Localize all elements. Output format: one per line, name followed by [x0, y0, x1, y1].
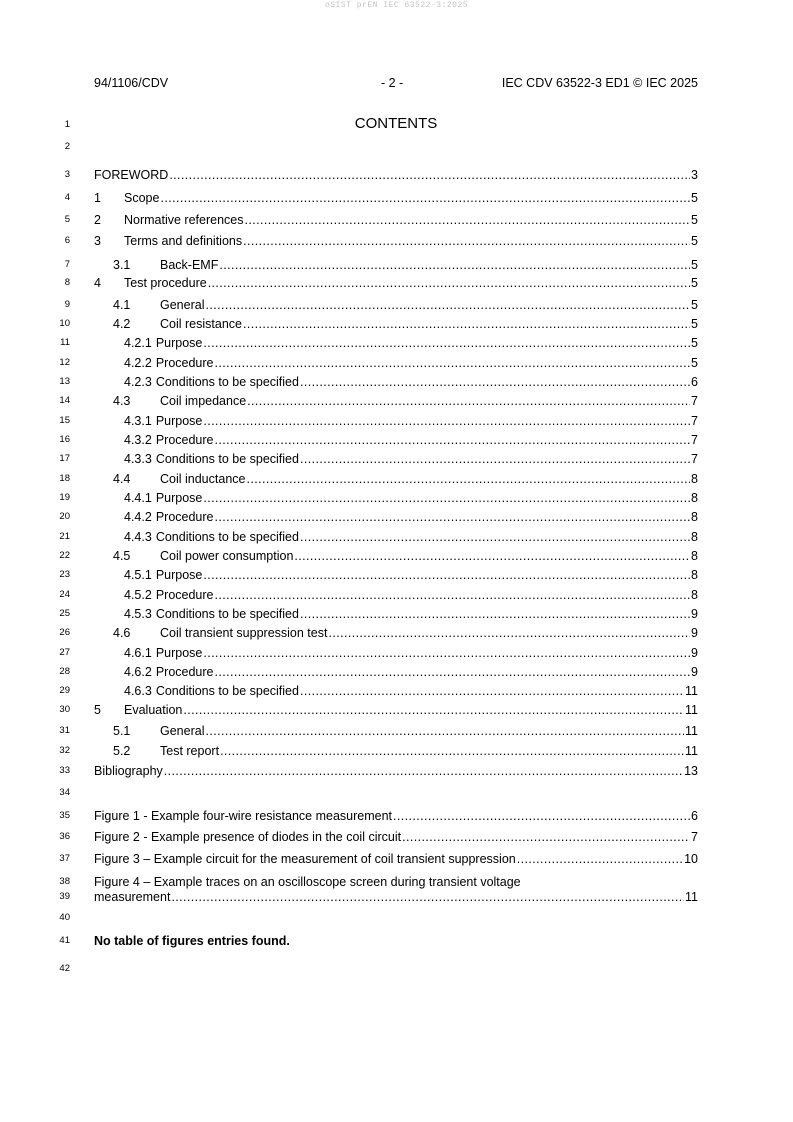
toc-entry-page: 5: [691, 317, 698, 331]
dot-leader: [205, 723, 684, 739]
line-number: 7: [64, 259, 70, 270]
toc-entry-page: 9: [691, 665, 698, 679]
toc-entry[interactable]: [94, 297, 698, 313]
toc-entry[interactable]: [94, 702, 698, 718]
dot-leader: [402, 829, 690, 845]
line-number: 19: [59, 492, 70, 503]
toc-entry-number: 4.2.1: [124, 336, 152, 350]
line-number: 1: [64, 119, 70, 130]
dot-leader: [215, 664, 691, 680]
dot-leader: [205, 297, 690, 313]
dot-leader: [164, 763, 683, 779]
toc-entry-title: Conditions to be specified: [155, 452, 299, 466]
toc-entry-title: Back-EMF: [160, 258, 219, 272]
dot-leader: [203, 335, 690, 351]
dot-leader: [294, 548, 690, 564]
line-number: 35: [59, 810, 70, 821]
toc-entry[interactable]: [94, 432, 698, 448]
toc-entry-title: Coil resistance: [160, 317, 242, 331]
line-number: 5: [64, 214, 70, 225]
toc-entry-page: 9: [691, 607, 698, 621]
line-number: 9: [64, 299, 70, 310]
line-number: 27: [59, 647, 70, 658]
toc-entry-title: Coil impedance: [160, 394, 247, 408]
line-number: 28: [59, 666, 70, 677]
line-number: 29: [59, 685, 70, 696]
toc-entry[interactable]: [94, 190, 698, 206]
dot-leader: [171, 889, 684, 905]
line-number: 23: [59, 569, 70, 580]
figure-entry-title-line: Figure 4 – Example traces on an oscilloscope screen during transient voltage: [94, 875, 521, 889]
toc-entry-page: 7: [691, 414, 698, 428]
figure-entry-page: 6: [691, 809, 698, 823]
toc-entry-title: Terms and definitions: [124, 234, 243, 248]
toc-entry-number: 3.1: [113, 258, 131, 272]
toc-entry[interactable]: [94, 451, 698, 467]
page-number: - 2 -: [381, 76, 404, 90]
toc-entry-page: 6: [691, 375, 698, 389]
toc-entry-number: 5.2: [113, 744, 131, 758]
document-reference: 94/1106/CDV: [94, 76, 169, 90]
toc-entry[interactable]: [94, 625, 698, 641]
toc-entry[interactable]: [94, 606, 698, 622]
toc-entry-page: 9: [691, 626, 698, 640]
toc-entry-title: Procedure: [155, 510, 214, 524]
toc-entry-title: Test procedure: [124, 276, 207, 290]
toc-entry-title: Coil inductance: [160, 472, 246, 486]
toc-entry-page: 11: [685, 703, 698, 717]
dot-leader: [160, 190, 690, 206]
dot-leader: [246, 471, 690, 487]
line-number: 10: [59, 318, 70, 329]
figure-entry[interactable]: [94, 808, 698, 824]
line-number: 12: [59, 357, 70, 368]
toc-entry-title: Conditions to be specified: [155, 607, 299, 621]
dot-leader: [247, 393, 690, 409]
toc-entry[interactable]: [94, 233, 698, 249]
toc-entry-number: 4.4.3: [124, 530, 152, 544]
dot-leader: [328, 625, 690, 641]
toc-entry-number: 4.4: [113, 472, 131, 486]
line-number: 36: [59, 831, 70, 842]
toc-entry-page: 7: [691, 433, 698, 447]
toc-entry[interactable]: [94, 683, 698, 699]
standard-reference: IEC CDV 63522-3 ED1 © IEC 2025: [501, 76, 698, 90]
dot-leader: [300, 451, 690, 467]
toc-entry-number: 5: [94, 703, 101, 717]
line-number: 26: [59, 627, 70, 638]
line-number: 25: [59, 608, 70, 619]
toc-entry-number: 4.2: [113, 317, 131, 331]
toc-entry-page: 8: [691, 568, 698, 582]
toc-entry-page: 8: [691, 530, 698, 544]
line-number: 38: [59, 876, 70, 887]
toc-entry[interactable]: [94, 355, 698, 371]
toc-entry-number: 1: [94, 191, 101, 205]
line-number: 20: [59, 511, 70, 522]
line-number: 17: [59, 453, 70, 464]
toc-entry-page: 9: [691, 646, 698, 660]
dot-leader: [393, 808, 690, 824]
toc-entry[interactable]: [94, 509, 698, 525]
toc-entry-number: 4.2.2: [124, 356, 152, 370]
toc-entry[interactable]: [94, 275, 698, 291]
page-header: [94, 76, 698, 92]
toc-entry-page: 7: [691, 452, 698, 466]
toc-entry-title: Normative references: [124, 213, 244, 227]
toc-entry[interactable]: [94, 335, 698, 351]
line-number: 30: [59, 704, 70, 715]
toc-entry-title: Coil power consumption: [160, 549, 294, 563]
toc-entry[interactable]: [94, 257, 698, 273]
toc-entry[interactable]: [94, 723, 698, 739]
line-number: 32: [59, 745, 70, 756]
toc-entry-page: 8: [691, 510, 698, 524]
toc-entry-title: General: [160, 724, 205, 738]
toc-entry-page: 8: [691, 549, 698, 563]
dot-leader: [243, 233, 690, 249]
line-number: 42: [59, 963, 70, 974]
toc-entry[interactable]: [94, 316, 698, 332]
line-number: 14: [59, 395, 70, 406]
toc-entry-number: 4.6.3: [124, 684, 152, 698]
toc-entry-number: 4.3.3: [124, 452, 152, 466]
dot-leader: [245, 212, 691, 228]
toc-entry[interactable]: [94, 587, 698, 603]
toc-entry-number: 4.6: [113, 626, 131, 640]
line-number: 15: [59, 415, 70, 426]
toc-entry-title: Procedure: [155, 433, 214, 447]
toc-entry-title: Scope: [124, 191, 160, 205]
toc-entry-page: 11: [685, 724, 698, 738]
line-number: 31: [59, 725, 70, 736]
toc-entry[interactable]: [94, 763, 698, 779]
dot-leader: [203, 645, 690, 661]
toc-entry-title: Evaluation: [124, 703, 183, 717]
toc-entry[interactable]: [94, 490, 698, 506]
toc-entry-title: Purpose: [155, 414, 203, 428]
watermark: oSIST prEN IEC 63522-3:2025: [324, 1, 469, 10]
toc-entry-number: 4.3: [113, 394, 131, 408]
toc-entry-title: Bibliography: [94, 764, 163, 778]
toc-entry-number: 4.4.1: [124, 491, 152, 505]
toc-entry-title: Purpose: [155, 568, 203, 582]
toc-entry-page: 5: [691, 298, 698, 312]
toc-entry-title: Conditions to be specified: [155, 530, 299, 544]
dot-leader: [220, 743, 684, 759]
dot-leader: [215, 509, 691, 525]
line-number: 11: [60, 337, 70, 348]
line-number: 21: [59, 531, 70, 542]
toc-entry-page: 8: [691, 588, 698, 602]
dot-leader: [203, 490, 690, 506]
toc-entry-page: 7: [691, 394, 698, 408]
toc-entry-page: 5: [691, 258, 698, 272]
toc-entry-title: Procedure: [155, 356, 214, 370]
figure-entry[interactable]: [94, 851, 698, 867]
toc-entry-title: Conditions to be specified: [155, 684, 299, 698]
toc-entry-title: Procedure: [155, 588, 214, 602]
line-number: 16: [59, 434, 70, 445]
toc-entry-page: 5: [691, 234, 698, 248]
line-number: 39: [59, 891, 70, 902]
figure-entry-title: Figure 3 – Example circuit for the measurement of coil transient suppression: [94, 852, 516, 866]
toc-entry[interactable]: [94, 743, 698, 759]
toc-entry[interactable]: [94, 393, 698, 409]
line-number: 33: [59, 765, 70, 776]
line-number: 13: [59, 376, 70, 387]
toc-entry[interactable]: [94, 529, 698, 545]
toc-entry[interactable]: [94, 645, 698, 661]
toc-entry-title: Coil transient suppression test: [160, 626, 328, 640]
toc-entry-title: Purpose: [155, 646, 203, 660]
toc-entry-title: Procedure: [155, 665, 214, 679]
toc-entry[interactable]: [94, 567, 698, 583]
toc-entry-number: 4.5.3: [124, 607, 152, 621]
line-number: 6: [64, 235, 70, 246]
toc-entry-title: Test report: [160, 744, 220, 758]
dot-leader: [215, 432, 691, 448]
line-number: 41: [59, 935, 70, 946]
toc-entry-number: 4.5.2: [124, 588, 152, 602]
toc-entry[interactable]: [94, 664, 698, 680]
toc-entry-page: 13: [684, 764, 698, 778]
line-number: 34: [59, 787, 70, 798]
toc-entry-page: 8: [691, 491, 698, 505]
dot-leader: [517, 851, 683, 867]
toc-entry-number: 4.4.2: [124, 510, 152, 524]
toc-entry-title: FOREWORD: [94, 168, 169, 182]
figure-entry-page: 7: [691, 830, 698, 844]
toc-entry-number: 2: [94, 213, 101, 227]
toc-entry-number: 4.5: [113, 549, 131, 563]
line-number: 40: [59, 912, 70, 923]
dot-leader: [215, 587, 691, 603]
dot-leader: [219, 257, 690, 273]
figure-entry-page: 10: [684, 852, 698, 866]
line-number: 3: [64, 169, 70, 180]
page-title: CONTENTS: [354, 115, 438, 132]
toc-entry[interactable]: [94, 167, 698, 183]
toc-entry-page: 11: [685, 684, 698, 698]
toc-entry-title: Purpose: [155, 491, 203, 505]
figure-entry[interactable]: [94, 889, 698, 905]
toc-entry-title: General: [160, 298, 205, 312]
toc-entry-number: 4.6.1: [124, 646, 152, 660]
dot-leader: [203, 567, 690, 583]
figure-entry-title: Figure 2 - Example presence of diodes in the coil circuit: [94, 830, 402, 844]
toc-entry-page: 3: [691, 168, 698, 182]
toc-entry[interactable]: [94, 471, 698, 487]
toc-entry-number: 5.1: [113, 724, 131, 738]
toc-entry-number: 3: [94, 234, 101, 248]
toc-entry-page: 5: [691, 336, 698, 350]
figure-entry-title: Figure 1 - Example four-wire resistance measurement: [94, 809, 393, 823]
toc-entry-page: 8: [691, 472, 698, 486]
dot-leader: [183, 702, 684, 718]
dot-leader: [208, 275, 690, 291]
toc-entry-number: 4.1: [113, 298, 131, 312]
toc-entry-number: 4: [94, 276, 101, 290]
dot-leader: [300, 683, 684, 699]
line-number: 8: [64, 277, 70, 288]
toc-entry-number: 4.3.1: [124, 414, 152, 428]
toc-entry[interactable]: [94, 212, 698, 228]
toc-entry-page: 5: [691, 356, 698, 370]
toc-entry[interactable]: [94, 413, 698, 429]
no-tables-notice: No table of figures entries found.: [94, 934, 290, 948]
toc-entry-number: 4.3.2: [124, 433, 152, 447]
dot-leader: [243, 316, 690, 332]
toc-entry-number: 4.6.2: [124, 665, 152, 679]
toc-entry-page: 5: [691, 191, 698, 205]
dot-leader: [203, 413, 690, 429]
line-number: 24: [59, 589, 70, 600]
toc-entry-number: 4.5.1: [124, 568, 152, 582]
line-number: 4: [64, 192, 70, 203]
line-number: 22: [59, 550, 70, 561]
toc-entry-page: 5: [691, 213, 698, 227]
line-number: 2: [64, 141, 70, 152]
toc-entry-page: 11: [685, 744, 698, 758]
figure-entry-page: 11: [685, 890, 698, 904]
toc-entry-number: 4.2.3: [124, 375, 152, 389]
toc-entry-title: Purpose: [155, 336, 203, 350]
dot-leader: [215, 355, 691, 371]
toc-entry-title: Conditions to be specified: [155, 375, 299, 389]
figure-entry[interactable]: [94, 829, 698, 845]
toc-entry[interactable]: [94, 374, 698, 390]
dot-leader: [300, 529, 690, 545]
line-number: 37: [59, 853, 70, 864]
dot-leader: [169, 167, 690, 183]
toc-entry[interactable]: [94, 548, 698, 564]
line-number: 18: [59, 473, 70, 484]
dot-leader: [300, 374, 690, 390]
figure-entry-title: measurement: [94, 890, 171, 904]
dot-leader: [300, 606, 690, 622]
toc-entry-page: 5: [691, 276, 698, 290]
